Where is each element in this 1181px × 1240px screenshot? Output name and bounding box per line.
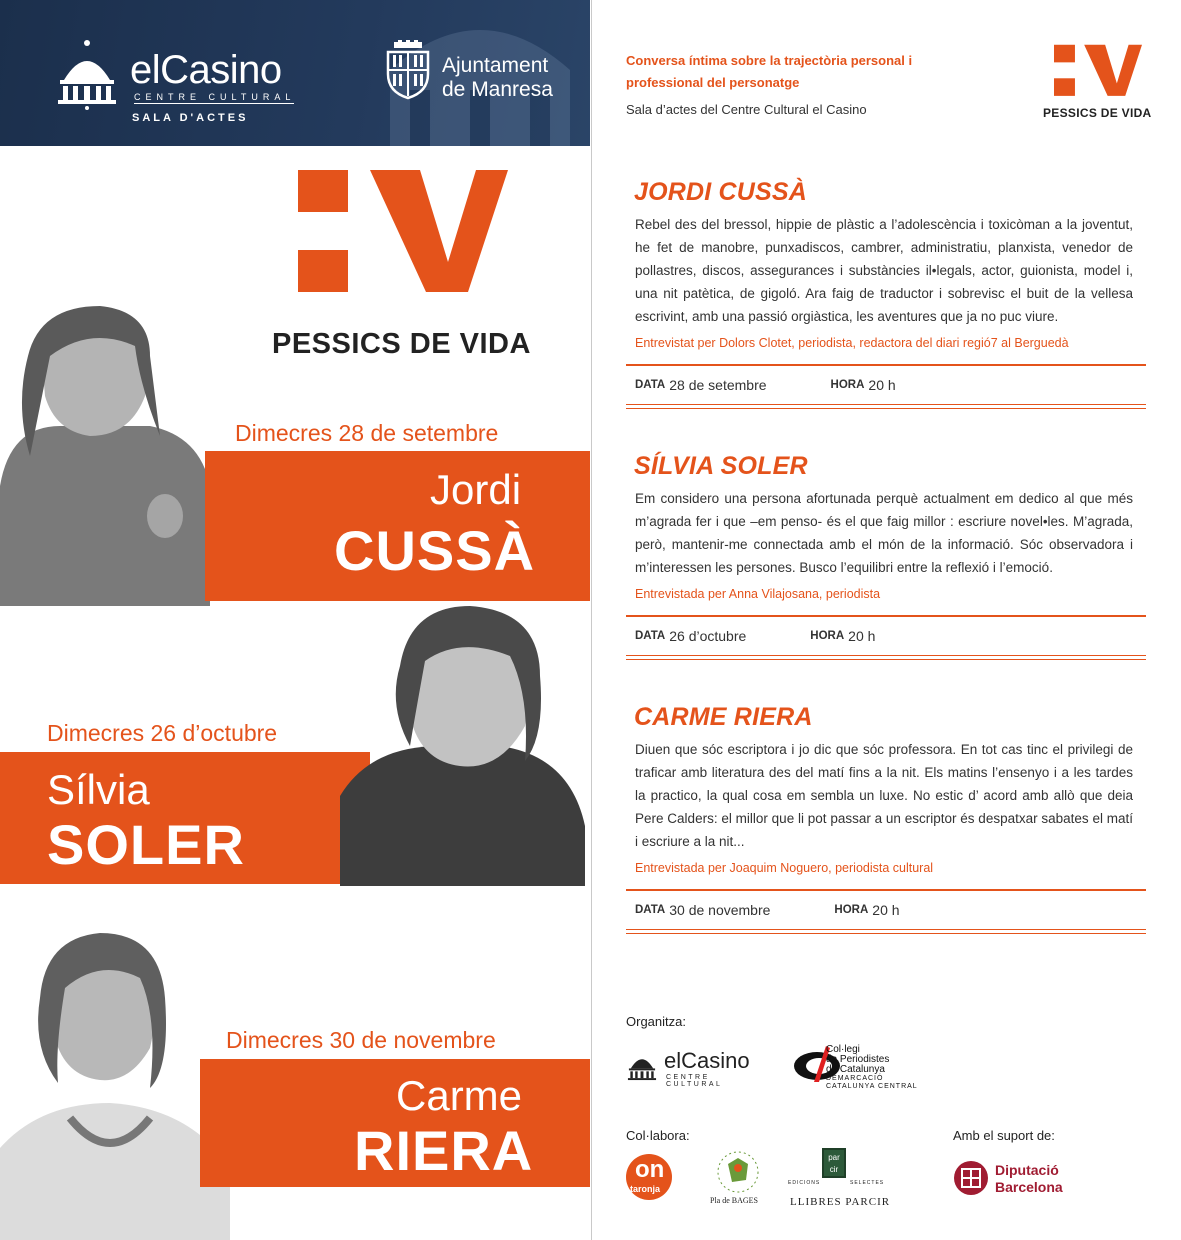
pessics-small-mark-icon <box>1054 44 1142 100</box>
diputacio-emblem-icon <box>953 1160 989 1196</box>
col-labora-label: Col·labora: <box>626 1128 690 1143</box>
event-title: SÍLVIA SOLER <box>634 452 808 480</box>
first-name-silvia: Sílvia <box>47 766 150 813</box>
parcir-selectes: SELECTES <box>850 1180 885 1186</box>
header-banner <box>0 0 590 146</box>
parcir-mark-text: par cir <box>828 1153 840 1174</box>
llibres-parcir-logo <box>788 1146 891 1212</box>
last-name-jordi: CUSSÀ <box>334 519 536 582</box>
date-silvia: Dimecres 26 d’octubre <box>47 720 278 746</box>
elcasino-logo <box>54 28 304 128</box>
pessics-title: PESSICS DE VIDA <box>272 328 531 360</box>
hora-value: 20 h <box>872 902 900 918</box>
data-value: 28 de setembre <box>669 377 767 393</box>
event-interviewer: Entrevistat per Dolors Clotet, periodista, redactora del diari regió7 al Berguedà <box>635 336 1069 350</box>
taronja-logo <box>626 1154 672 1200</box>
data-key: DATA <box>635 630 666 642</box>
diputacio-line2: Barcelona <box>995 1179 1063 1195</box>
first-name-carme: Carme <box>396 1072 523 1119</box>
pessics-mark-icon <box>298 170 508 300</box>
date-carme: Dimecres 30 de novembre <box>226 1027 496 1053</box>
parcir-name: LLIBRES PARCIR <box>790 1196 891 1208</box>
event-jordi <box>626 178 1146 409</box>
photo-jordi-cussa <box>0 286 220 606</box>
periodistes-line1: Col·legi <box>826 1044 860 1055</box>
hora-value: 20 h <box>848 628 876 644</box>
portrait-silvia-icon <box>340 596 590 886</box>
casino-dome-icon <box>54 40 120 110</box>
event-interviewer: Entrevistada per Joaquim Noguero, periodista cultural <box>635 861 934 875</box>
ajuntament-line1: Ajuntament <box>442 54 549 77</box>
pla-de-bages-logo <box>710 1150 766 1210</box>
taronja-text: taronja <box>630 1184 661 1194</box>
event-carme <box>626 703 1146 934</box>
first-name-jordi: Jordi <box>430 466 522 513</box>
photo-silvia-soler <box>340 596 590 886</box>
bages-text: Pla de BAGES <box>710 1196 758 1205</box>
data-value: 26 d’octubre <box>669 628 747 644</box>
suport-label: Amb el suport de: <box>953 1128 1055 1143</box>
ajuntament-line2: de Manresa <box>442 78 553 101</box>
periodistes-line2: de Periodistes <box>826 1054 890 1065</box>
hora-key: HORA <box>810 630 845 642</box>
ajuntament-name <box>442 54 553 102</box>
casino-sponsor-sub: CENTRE CULTURAL <box>666 1074 723 1088</box>
casino-sponsor-word: elCasino <box>664 1048 750 1073</box>
last-name-carme: RIERA <box>354 1119 534 1182</box>
last-name-silvia: SOLER <box>47 813 245 876</box>
event-rule-bottom <box>626 404 1146 409</box>
data-key: DATA <box>635 379 666 391</box>
hora-key: HORA <box>830 379 865 391</box>
event-bio: Em considero una persona afortunada perquè actualment em dedico al que més m’agrada fer i que –em penso- és el que faig millor : escriure novel•les. M’agrada, però, mantenir-me connectada amb el món de la informació. Sóc observadora i m’interessen les persones. Busco l’equilibri entre la reflexió i l’emoció. <box>635 491 1133 575</box>
parcir-edicions: EDICIONS <box>788 1180 821 1186</box>
casino-wordmark: elCasino <box>130 48 282 92</box>
event-interviewer: Entrevistada per Anna Vilajosana, periodista <box>635 587 881 601</box>
hora-key: HORA <box>834 904 869 916</box>
event-rule-bottom <box>626 929 1146 934</box>
manresa-shield-icon <box>384 40 432 100</box>
event-meta <box>626 366 1146 404</box>
organitza-label: Organitza: <box>626 1014 686 1029</box>
pessics-small-title: PESSICS DE VIDA <box>1043 106 1152 120</box>
periodistes-line3: de Catalunya <box>826 1064 885 1075</box>
elcasino-sponsor-logo <box>626 1046 766 1090</box>
event-meta <box>626 891 1146 929</box>
event-bio: Diuen que sóc escriptora i jo dic que sóc professora. En tot cas tinc el privilegi de traficar amb literatura des del matí fins a la nit. Els matins l’ensenyo i a les tardes la practico, la qual cosa em sembla un luxe. No estic d’ acord amb allò que deia Pere Calders: el millor que li pot passar a un escriptor és despatxar sabates el matí i escriure a la nit... <box>635 742 1133 849</box>
intro-text: Conversa íntima sobre la trajectòria personal i professional del personatge <box>626 53 913 90</box>
periodistes-line4: DEMARCACIÓ <box>826 1075 884 1082</box>
bages-map-icon <box>710 1150 766 1196</box>
casino-subtitle: CENTRE CULTURAL <box>134 92 296 102</box>
data-key: DATA <box>635 904 666 916</box>
periodistes-logo <box>792 1042 962 1092</box>
event-title: JORDI CUSSÀ <box>634 178 808 206</box>
date-jordi: Dimecres 28 de setembre <box>235 420 499 446</box>
event-silvia <box>626 452 1146 660</box>
diputacio-logo <box>953 1160 1083 1200</box>
data-value: 30 de novembre <box>669 902 771 918</box>
left-panel <box>0 0 590 1240</box>
event-title: CARME RIERA <box>634 703 813 731</box>
hora-value: 20 h <box>868 377 896 393</box>
casino-divider <box>134 103 294 104</box>
event-rule-bottom <box>626 655 1146 660</box>
event-bio: Rebel des del bressol, hippie de plàstic a l’adolescència i toxicòman a la joventut, he fet de manobre, punxadiscos, cambrer, administratiu, planxista, venedor de pollastres, discos, assegurances i substàncies il•legals, actor, guionista, model i, una nit patètica, de gigoló. Ara faig de traductor i sobrevisc el buit de la vellesa escrivint, amb una passió orgiàstica, les aventures que ja no puc viure. <box>635 217 1133 324</box>
taronja-on: on <box>635 1156 665 1183</box>
periodistes-line5: CATALUNYA CENTRAL <box>826 1083 918 1090</box>
event-meta <box>626 617 1146 655</box>
parcir-mark <box>822 1148 846 1178</box>
right-panel <box>591 0 1181 1240</box>
sala-actes-label: SALA D'ACTES <box>132 112 249 124</box>
diputacio-line1: Diputació <box>995 1162 1059 1178</box>
venue-text: Sala d’actes del Centre Cultural el Casino <box>626 102 867 117</box>
casino-dome-small-icon <box>626 1046 658 1086</box>
portrait-jordi-icon <box>0 286 220 606</box>
